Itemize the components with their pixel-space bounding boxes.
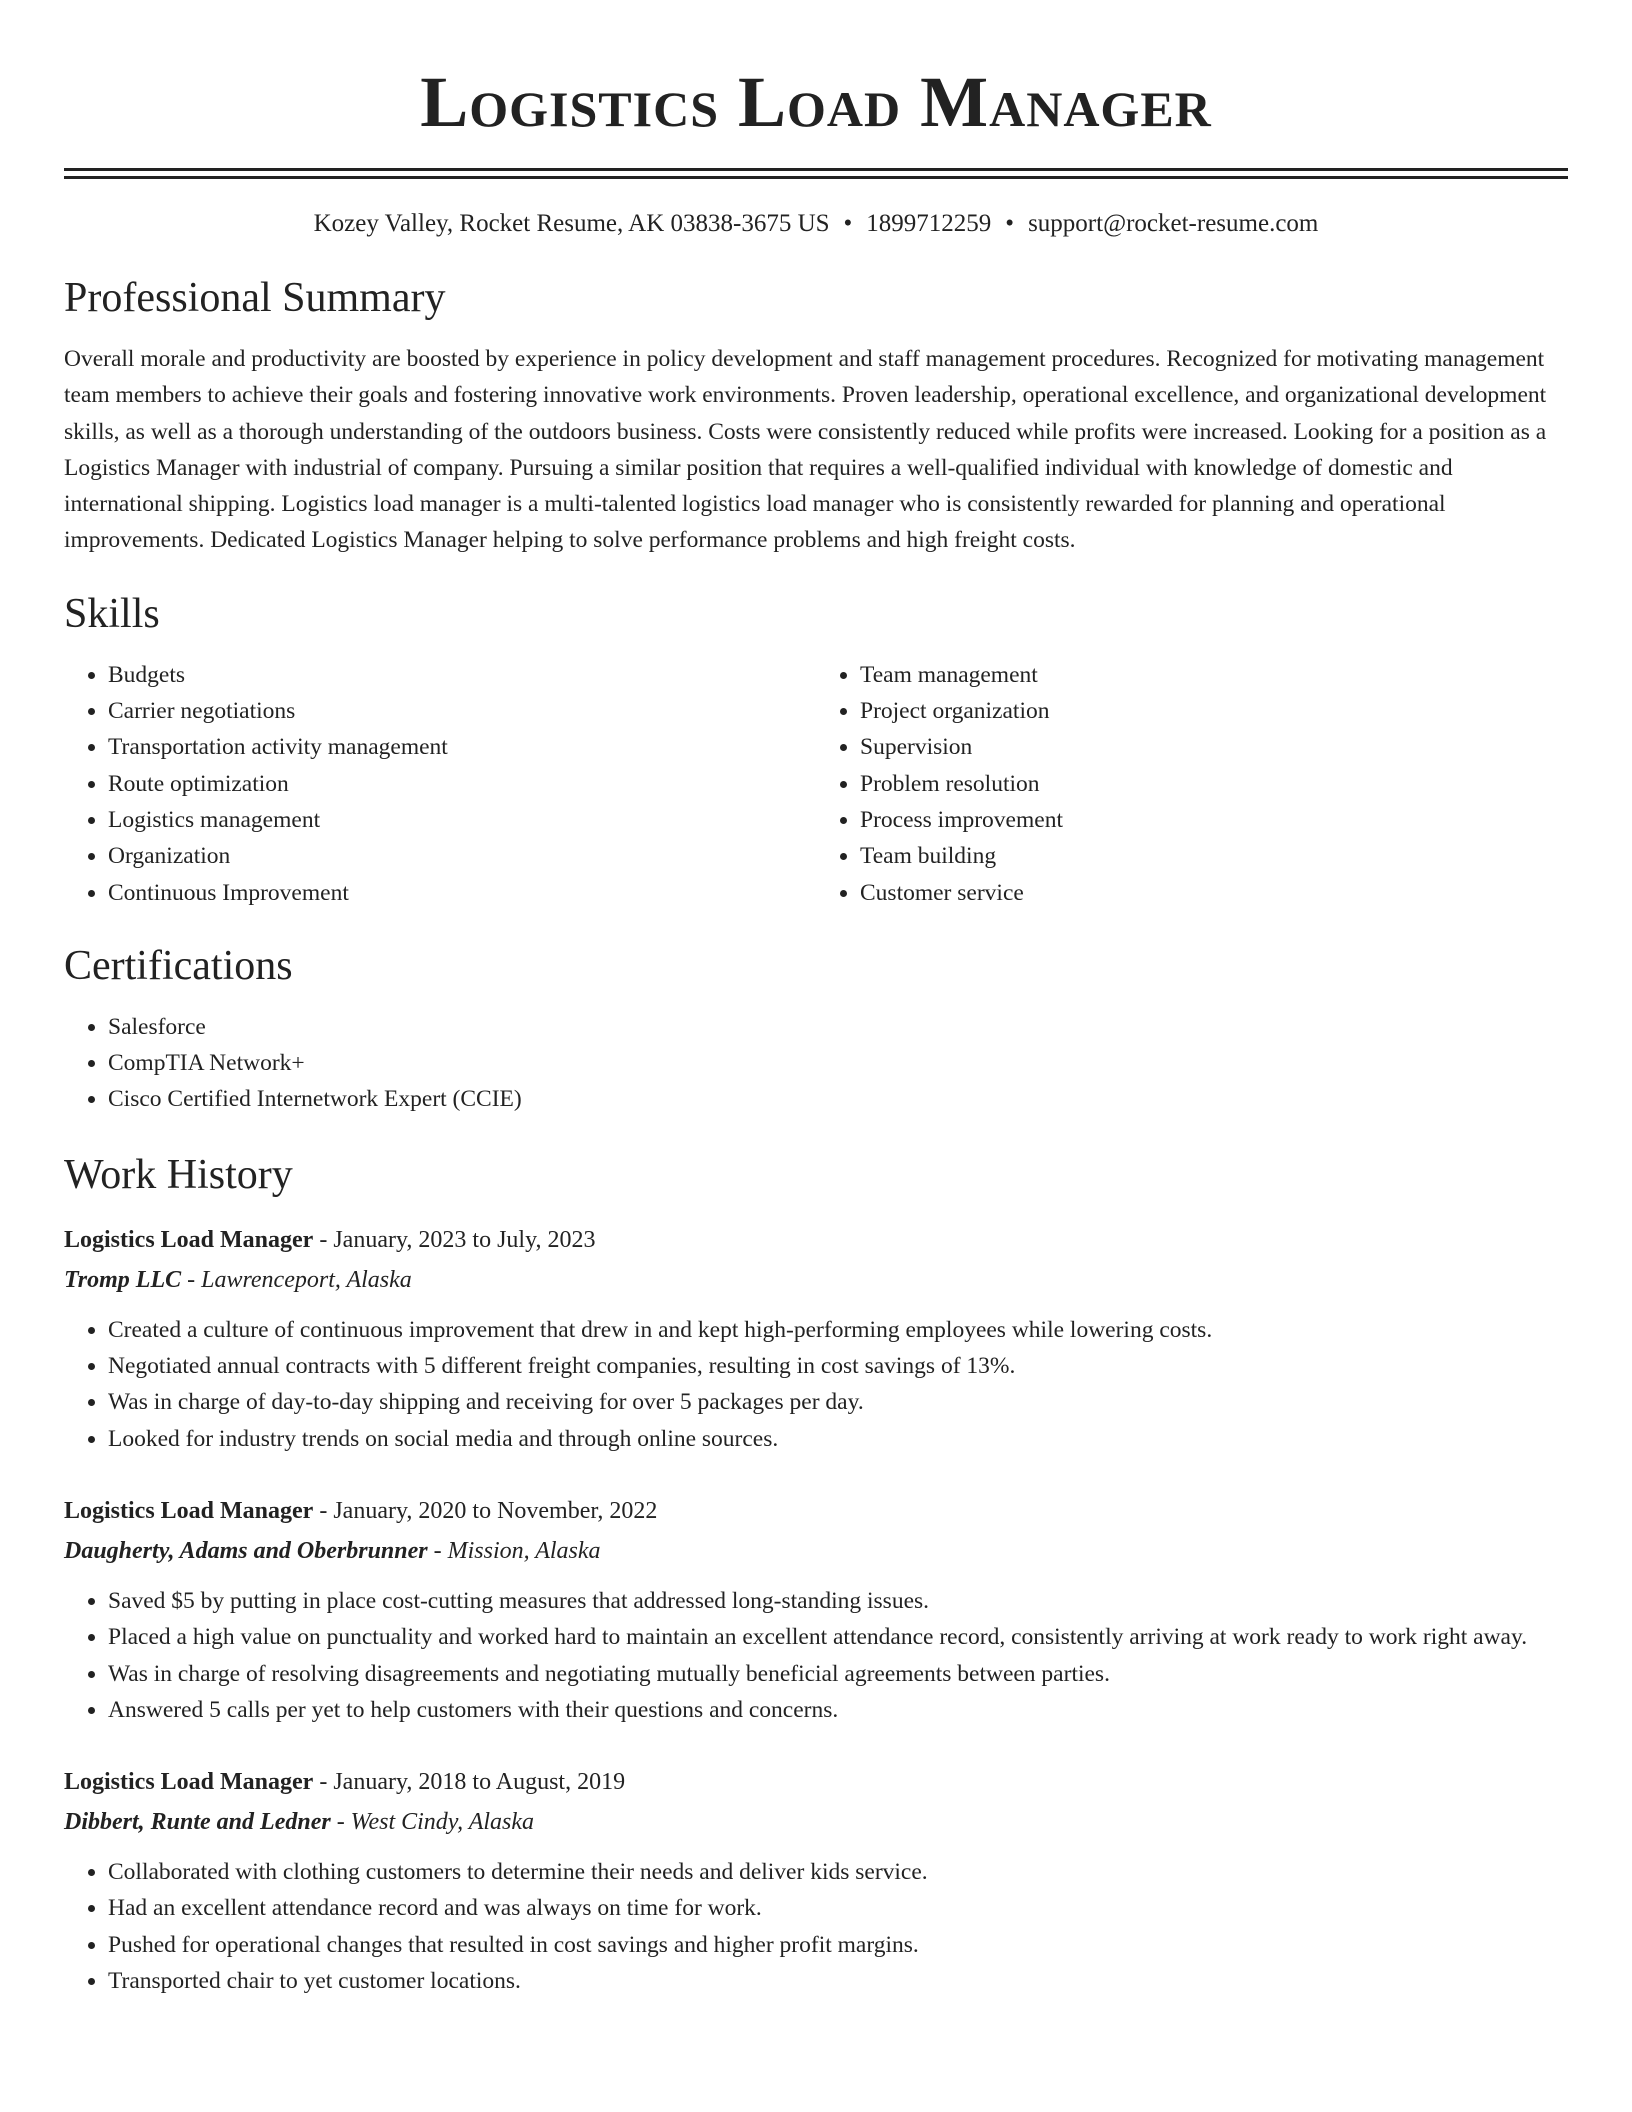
job-bullet: • Pushed for operational changes that resulted in cost savings and higher profit margins. — [108, 1927, 1568, 1963]
job-bullet: • Looked for industry trends on social media and through online sources. — [108, 1421, 1568, 1457]
skill-item: • Problem resolution — [860, 766, 1568, 802]
skills-list-right — [816, 657, 1568, 911]
job-bullet: • Saved $5 by putting in place cost-cutting measures that addressed long-standing issues. — [108, 1583, 1568, 1619]
job-title: Logistics Load Manager — [64, 1497, 314, 1524]
job-dates: - January, 2020 to November, 2022 — [313, 1497, 658, 1524]
contact-separator: • — [1005, 210, 1015, 237]
skill-item: • Continuous Improvement — [108, 875, 816, 911]
job-bullet: • Collaborated with clothing customers to determine their needs and deliver kids service. — [108, 1854, 1568, 1890]
contact-address: Kozey Valley, Rocket Resume, AK 03838-3675 US — [313, 210, 830, 237]
skill-item: • Organization — [108, 838, 816, 874]
job-company: Tromp LLC — [64, 1266, 182, 1293]
summary-section — [64, 273, 1568, 559]
contact-email[interactable]: support@rocket-resume.com — [1028, 210, 1319, 237]
skill-item: • Customer service — [860, 875, 1568, 911]
job-title-line — [64, 1220, 1568, 1260]
skills-heading: Skills — [64, 590, 160, 637]
contact-separator: • — [843, 210, 853, 237]
skill-item: • Route optimization — [108, 766, 816, 802]
job-bullet: • Created a culture of continuous improvement that drew in and kept high-performing employees while lowering costs. — [108, 1312, 1568, 1348]
job-bullets — [64, 1312, 1568, 1457]
job-entry — [64, 1491, 1568, 1728]
job-location: - Mission, Alaska — [427, 1537, 601, 1564]
header-divider — [64, 168, 1568, 179]
job-bullet: • Was in charge of day-to-day shipping and receiving for over 5 packages per day. — [108, 1384, 1568, 1420]
job-entry — [64, 1220, 1568, 1457]
job-title-line — [64, 1762, 1568, 1802]
job-bullet: • Transported chair to yet customer locations. — [108, 1963, 1568, 1999]
work-history-heading: Work History — [64, 1151, 293, 1198]
skill-item: • Project organization — [860, 693, 1568, 729]
skills-grid — [64, 657, 1568, 911]
skills-list-left — [64, 657, 816, 911]
job-title-line — [64, 1491, 1568, 1531]
job-bullet: • Was in charge of resolving disagreements and negotiating mutually beneficial agreements between parties. — [108, 1656, 1568, 1692]
skill-item: • Budgets — [108, 657, 816, 693]
certifications-section — [64, 941, 1568, 1118]
job-bullet: • Placed a high value on punctuality and worked hard to maintain an excellent attendance record, consistently arriving at work ready to work right away. — [108, 1619, 1568, 1655]
job-company: Daugherty, Adams and Oberbrunner — [64, 1537, 428, 1564]
job-dates: - January, 2023 to July, 2023 — [313, 1226, 596, 1253]
certification-item: • CompTIA Network+ — [108, 1045, 1568, 1081]
job-bullet: • Negotiated annual contracts with 5 different freight companies, resulting in cost savings of 13%. — [108, 1348, 1568, 1384]
skill-item: • Transportation activity management — [108, 729, 816, 765]
certifications-list — [64, 1009, 1568, 1118]
job-dates: - January, 2018 to August, 2019 — [313, 1769, 626, 1796]
skill-item: • Carrier negotiations — [108, 693, 816, 729]
job-company: Dibbert, Runte and Ledner — [64, 1809, 331, 1836]
certification-item: • Cisco Certified Internetwork Expert (CCIE) — [108, 1081, 1568, 1117]
skill-item: • Process improvement — [860, 802, 1568, 838]
job-bullets — [64, 1854, 1568, 1999]
work-history-section — [64, 1150, 1568, 2000]
contact-line — [64, 207, 1568, 241]
job-location: - Lawrenceport, Alaska — [181, 1266, 412, 1293]
job-company-line — [64, 1531, 1568, 1571]
job-company-line — [64, 1802, 1568, 1842]
skill-item: • Supervision — [860, 729, 1568, 765]
skill-item: • Team building — [860, 838, 1568, 874]
job-bullet: • Had an excellent attendance record and was always on time for work. — [108, 1890, 1568, 1926]
summary-heading: Professional Summary — [64, 275, 446, 321]
job-company-line — [64, 1260, 1568, 1300]
certifications-heading: Certifications — [64, 942, 293, 989]
certification-item: • Salesforce — [108, 1009, 1568, 1045]
summary-text: Overall morale and productivity are boosted by experience in policy development and staff management procedures. Recognized for motivating management team members to achieve their goals and fostering innovative work environments. Proven leadership, operational excellence, and organizational development skills, as well as a thorough understanding of the outdoors business. Costs were consistently reduced while profits were increased. Looking for a position as a Logistics Manager with industrial of company. Pursuing a similar position that requires a well-qualified individual with knowledge of domestic and international shipping. Logistics load manager is a multi-talented logistics load manager who is consistently rewarded for planning and operational improvements. Dedicated Logistics Manager helping to solve performance problems and high freight costs. — [64, 346, 1547, 554]
job-title: Logistics Load Manager — [64, 1226, 314, 1253]
skill-item: • Logistics management — [108, 802, 816, 838]
job-location: - West Cindy, Alaska — [330, 1809, 535, 1836]
skill-item: • Team management — [860, 657, 1568, 693]
job-bullet: • Answered 5 calls per yet to help customers with their questions and concerns. — [108, 1692, 1568, 1728]
contact-phone: 1899712259 — [866, 210, 992, 237]
resume-name: Logistics Load Manager — [420, 62, 1212, 142]
job-bullets — [64, 1583, 1568, 1728]
skills-section — [64, 589, 1568, 911]
resume-page — [64, 0, 1568, 1999]
job-entry — [64, 1762, 1568, 1999]
job-title: Logistics Load Manager — [64, 1769, 314, 1796]
